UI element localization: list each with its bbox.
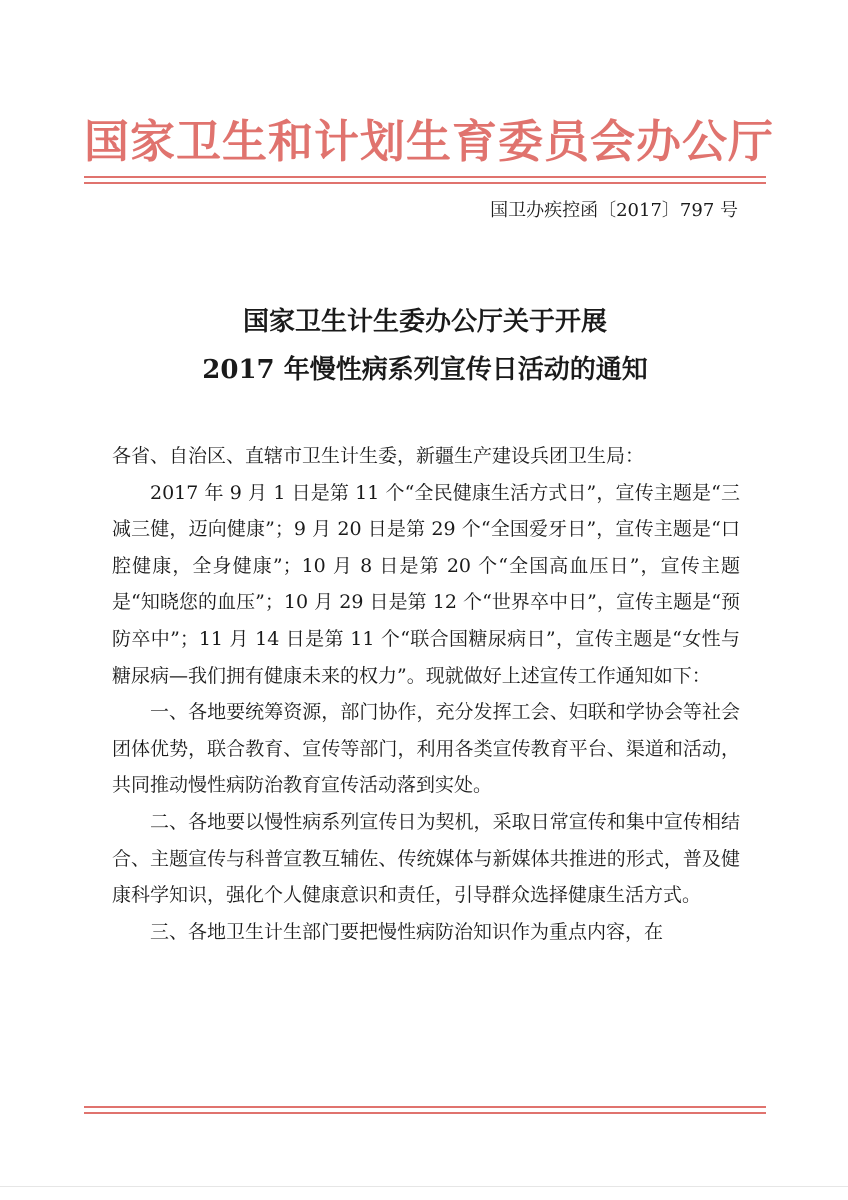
document-number: 国卫办疾控函〔2017〕797 号 <box>490 200 738 221</box>
body-paragraph-1: 2017 年 9 月 1 日是第 11 个“全民健康生活方式日”，宣传主题是“三减三健，迈向健康”；9 月 20 日是第 29 个“全国爱牙日”，宣传主题是“口腔健康，全身健康”；10 月 8 日是第 20 个“全国高血压日”，宣传主题是“知晓您的血压”；10 月 29 日是第 12 个“世界卒中日”，宣传主题是“预防卒中”；11 月 14 日是第 11 个“联合国糖尿病日”，宣传主题是“女性与糖尿病—我们拥有健康未来的权力”。现就做好上述宣传工作通知如下： <box>112 481 740 687</box>
body-paragraph-2: 一、各地要统筹资源，部门协作，充分发挥工会、妇联和学协会等社会团体优势，联合教育、宣传等部门，利用各类宣传教育平台、渠道和活动，共同推动慢性病防治教育宣传活动落到实处。 <box>112 701 740 797</box>
salutation: 各省、自治区、直辖市卫生计生委，新疆生产建设兵团卫生局： <box>112 445 645 467</box>
document-body <box>112 438 740 950</box>
document-title <box>84 298 766 394</box>
document-title-line-1: 国家卫生计生委办公厅关于开展 <box>242 307 607 337</box>
footer-divider <box>84 1106 766 1114</box>
body-paragraph-3: 二、各地要以慢性病系列宣传日为契机，采取日常宣传和集中宣传相结合、主题宣传与科普宣教互辅佐、传统媒体与新媒体共推进的形式，普及健康科学知识，强化个人健康意识和责任，引导群众选择健康生活方式。 <box>112 810 740 907</box>
scan-edge-line <box>0 1186 848 1187</box>
issuer-masthead: 国家卫生和计划生育委员会办公厅 <box>84 115 775 168</box>
document-title-line-2: 2017 年慢性病系列宣传日活动的通知 <box>202 355 648 385</box>
body-paragraph-4: 三、各地卫生计生部门要把慢性病防治知识作为重点内容，在 <box>150 920 664 943</box>
masthead-divider <box>84 176 766 184</box>
